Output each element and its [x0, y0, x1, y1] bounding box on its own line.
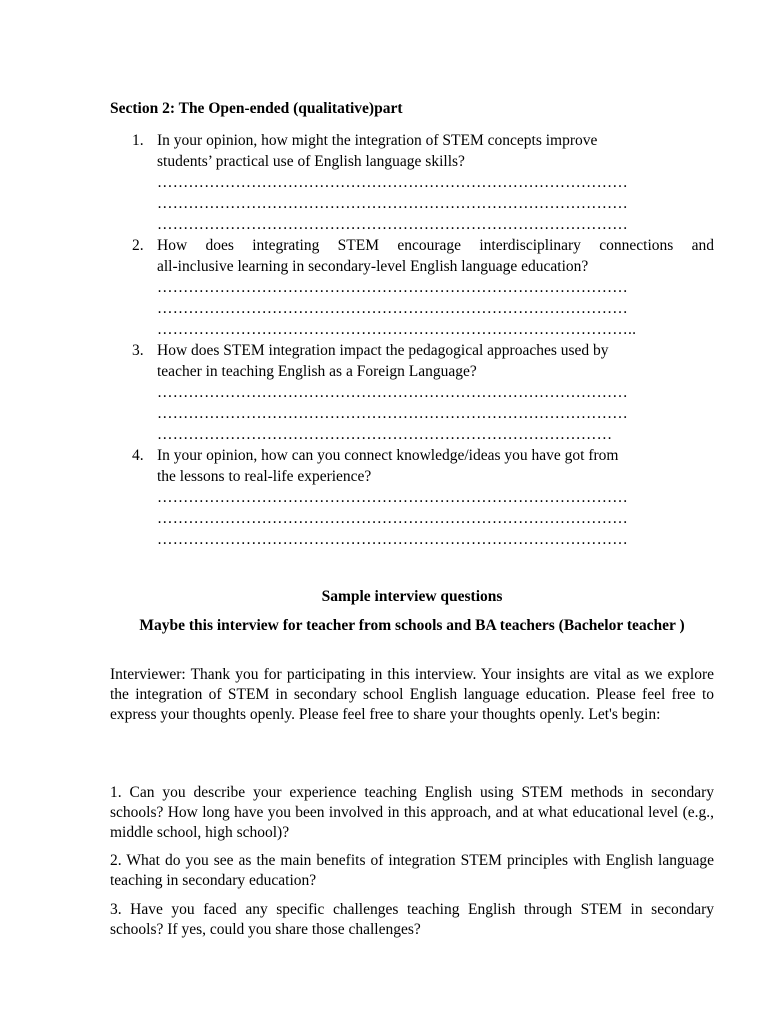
question-number: 4. [132, 447, 144, 464]
question-text-line: the lessons to real-life experience? [157, 468, 372, 485]
answer-dotted-line: ……………………………………………………………………………… [157, 195, 628, 212]
question-text-line: How does STEM integration impact the pedagogical approaches used by [157, 342, 609, 359]
question-item [110, 235, 714, 340]
question-list [110, 130, 714, 550]
answer-dotted-line: ……………………………………………………………………………… [157, 279, 628, 296]
question-number: 2. [132, 237, 144, 254]
answer-dotted-line: ……………………………………………………………………………….. [157, 321, 637, 338]
question-text-line: In your opinion, how might the integration of STEM concepts improve [157, 132, 598, 149]
answer-dotted-line: ……………………………………………………………………………… [157, 216, 628, 233]
section-title: Section 2: The Open-ended (qualitative)part [110, 100, 403, 117]
interview-question-3: 3. Have you faced any specific challenges teaching English through STEM in secondary schools? If yes, could you share those challenges? [110, 901, 714, 938]
question-text-line: In your opinion, how can you connect knowledge/ideas you have got from [157, 447, 619, 464]
interview-subheading: Maybe this interview for teacher from schools and BA teachers (Bachelor teacher ) [139, 617, 685, 634]
question-item [110, 340, 714, 445]
interview-question-2: 2. What do you see as the main benefits of integration STEM principles with English language teaching in secondary education? [110, 852, 714, 889]
answer-dotted-line: ……………………………………………………………………………… [157, 510, 628, 527]
answer-dotted-line: ……………………………………………………………………………… [157, 531, 628, 548]
interview-heading: Sample interview questions [321, 588, 503, 605]
question-text-line: teacher in teaching English as a Foreign Language? [157, 363, 477, 380]
question-number: 1. [132, 132, 144, 149]
question-item [110, 130, 714, 235]
answer-dotted-line: ……………………………………………………………………………… [157, 489, 628, 506]
answer-dotted-line: ……………………………………………………………………………… [157, 405, 628, 422]
answer-dotted-line: …………………………………………………………………………… [157, 426, 613, 443]
answer-dotted-line: ……………………………………………………………………………… [157, 174, 628, 191]
question-text-line: How does integrating STEM encourage interdisciplinary connections and [157, 237, 714, 254]
question-number: 3. [132, 342, 144, 359]
answer-dotted-line: ……………………………………………………………………………… [157, 300, 628, 317]
interview-question-1: 1. Can you describe your experience teaching English using STEM methods in secondary schools? How long have you been involved in this approach, and at what educational level (e.g., middle school, high school)? [110, 784, 714, 841]
interview-intro-paragraph: Interviewer: Thank you for participating in this interview. Your insights are vital as we explore the integration of STEM in secondary school English language education. Please feel free to express your thoughts openly. Please feel free to share your thoughts openly. Let's begin: [110, 666, 714, 723]
question-text-line: students’ practical use of English language skills? [157, 153, 465, 170]
question-item [110, 445, 714, 550]
answer-dotted-line: ……………………………………………………………………………… [157, 384, 628, 401]
question-text-line: all-inclusive learning in secondary-level English language education? [157, 258, 589, 275]
